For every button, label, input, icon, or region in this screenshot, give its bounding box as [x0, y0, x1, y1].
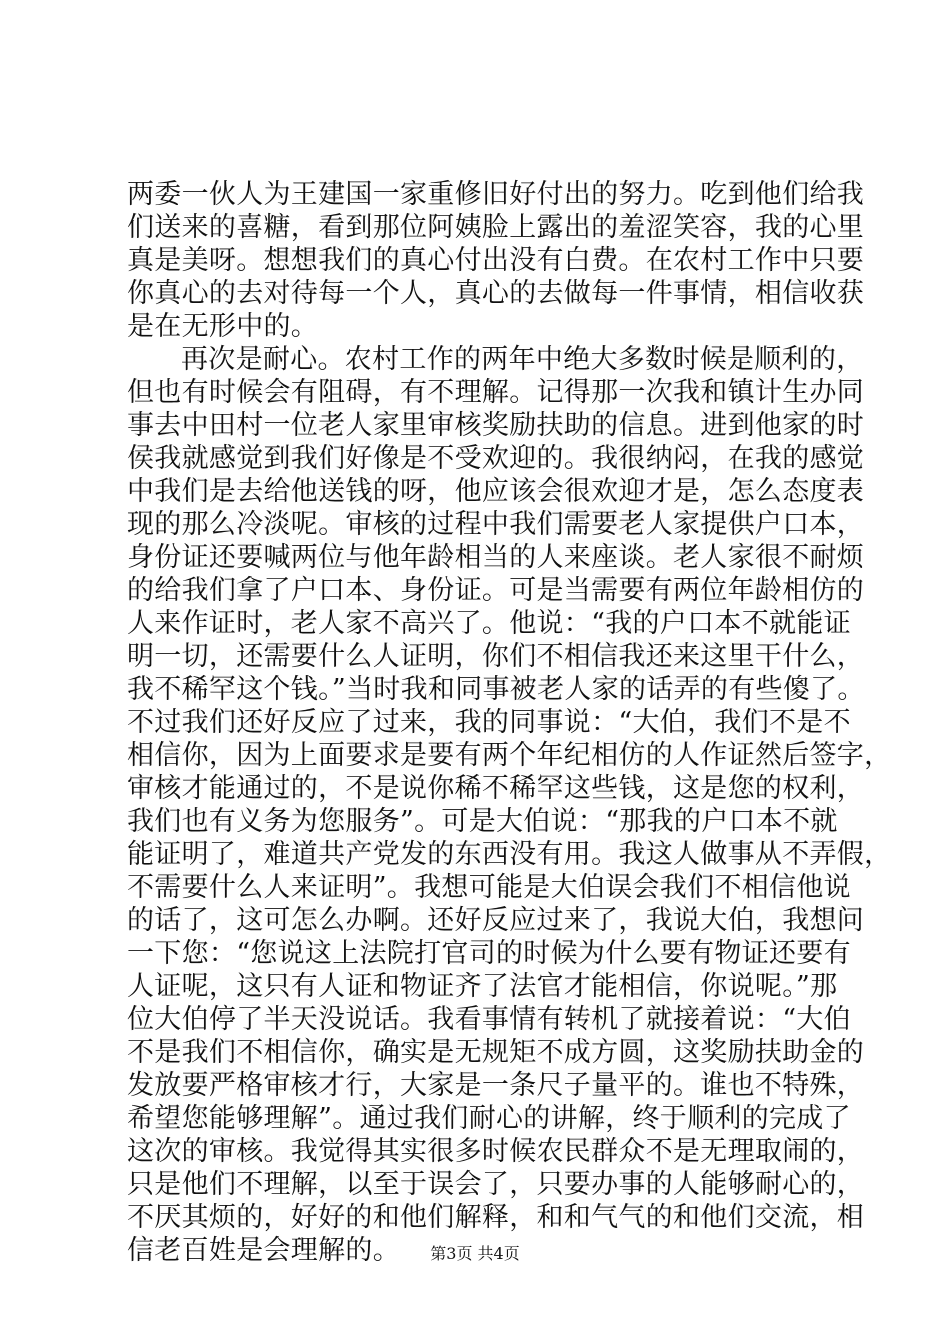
text-line: 人来作证时，老人家不高兴了。他说：“我的户口本不就能证 [127, 608, 851, 639]
text-line: 明一切，还需要什么人证明，你们不相信我还来这里干什么， [127, 641, 865, 672]
text-line: 发放要严格审核才行，大家是一条尺子量平的。谁也不特殊， [127, 1070, 865, 1101]
text-line: 我们也有义务为您服务”。可是大伯说：“那我的户口本不就 [127, 806, 838, 837]
text-line: 们送来的喜糖，看到那位阿姨脸上露出的羞涩笑容，我的心里 [127, 212, 865, 243]
text-line: 中我们是去给他送钱的呀，他应该会很欢迎才是，怎么态度表 [127, 476, 865, 507]
text-line: 相信你，因为上面要求是要有两个年纪相仿的人作证然后签字， [127, 740, 892, 771]
text-line: 的话了，这可怎么办啊。还好反应过来了，我说大伯，我想问 [127, 905, 865, 936]
text-line: 现的那么冷淡呢。审核的过程中我们需要老人家提供户口本， [127, 509, 865, 540]
text-line: 是在无形中的。 [127, 311, 319, 342]
text-line: 但也有时候会有阻碍，有不理解。记得那一次我和镇计生办同 [127, 377, 865, 408]
text-line: 真是美呀。想想我们的真心付出没有白费。在农村工作中只要 [127, 245, 865, 276]
text-line: 位大伯停了半天没说话。我看事情有转机了就接着说：“大伯 [127, 1004, 851, 1035]
text-line: 只是他们不理解，以至于误会了，只要办事的人能够耐心的， [127, 1169, 865, 1200]
text-line: 信老百姓是会理解的。 [127, 1235, 400, 1266]
text-line: 审核才能通过的，不是说你稀不稀罕这些钱，这是您的权利， [127, 773, 865, 804]
text-line: 两委一伙人为王建国一家重修旧好付出的努力。吃到他们给我 [127, 179, 865, 210]
text-line: 希望您能够理解”。通过我们耐心的讲解，终于顺利的完成了 [127, 1103, 851, 1134]
text-line: 一下您：“您说这上法院打官司的时候为什么要有物证还要有 [127, 938, 851, 969]
text-line: 侯我就感觉到我们好像是不受欢迎的。我很纳闷，在我的感觉 [127, 443, 865, 474]
text-line: 不需要什么人来证明”。我想可能是大伯误会我们不相信他说 [127, 872, 851, 903]
text-line: 不是我们不相信你，确实是无规矩不成方圆，这奖励扶助金的 [127, 1037, 865, 1068]
text-line: 人证呢，这只有人证和物证齐了法官才能相信，你说呢。”那 [127, 971, 838, 1002]
text-line: 这次的审核。我觉得其实很多时候农民群众不是无理取闹的， [127, 1136, 865, 1167]
text-line: 不厌其烦的，好好的和他们解释，和和气气的和他们交流，相 [127, 1202, 865, 1233]
body-text [127, 178, 892, 1267]
text-line: 身份证还要喊两位与他年龄相当的人来座谈。老人家很不耐烦 [127, 542, 865, 573]
text-line: 不过我们还好反应了过来，我的同事说：“大伯，我们不是不 [127, 707, 851, 738]
page-footer: 第3页 共4页 [430, 1244, 520, 1263]
text-line: 我不稀罕这个钱。”当时我和同事被老人家的话弄的有些傻了。 [127, 674, 865, 705]
text-line: 你真心的去对待每一个人，真心的去做每一件事情，相信收获 [127, 278, 865, 309]
text-line: 再次是耐心。农村工作的两年中绝大多数时候是顺利的， [181, 344, 864, 375]
text-line: 的给我们拿了户口本、身份证。可是当需要有两位年龄相仿的 [127, 575, 865, 606]
text-line: 事去中田村一位老人家里审核奖励扶助的信息。进到他家的时 [127, 410, 865, 441]
text-line: 能证明了，难道共产党发的东西没有用。我这人做事从不弄假， [127, 839, 892, 870]
